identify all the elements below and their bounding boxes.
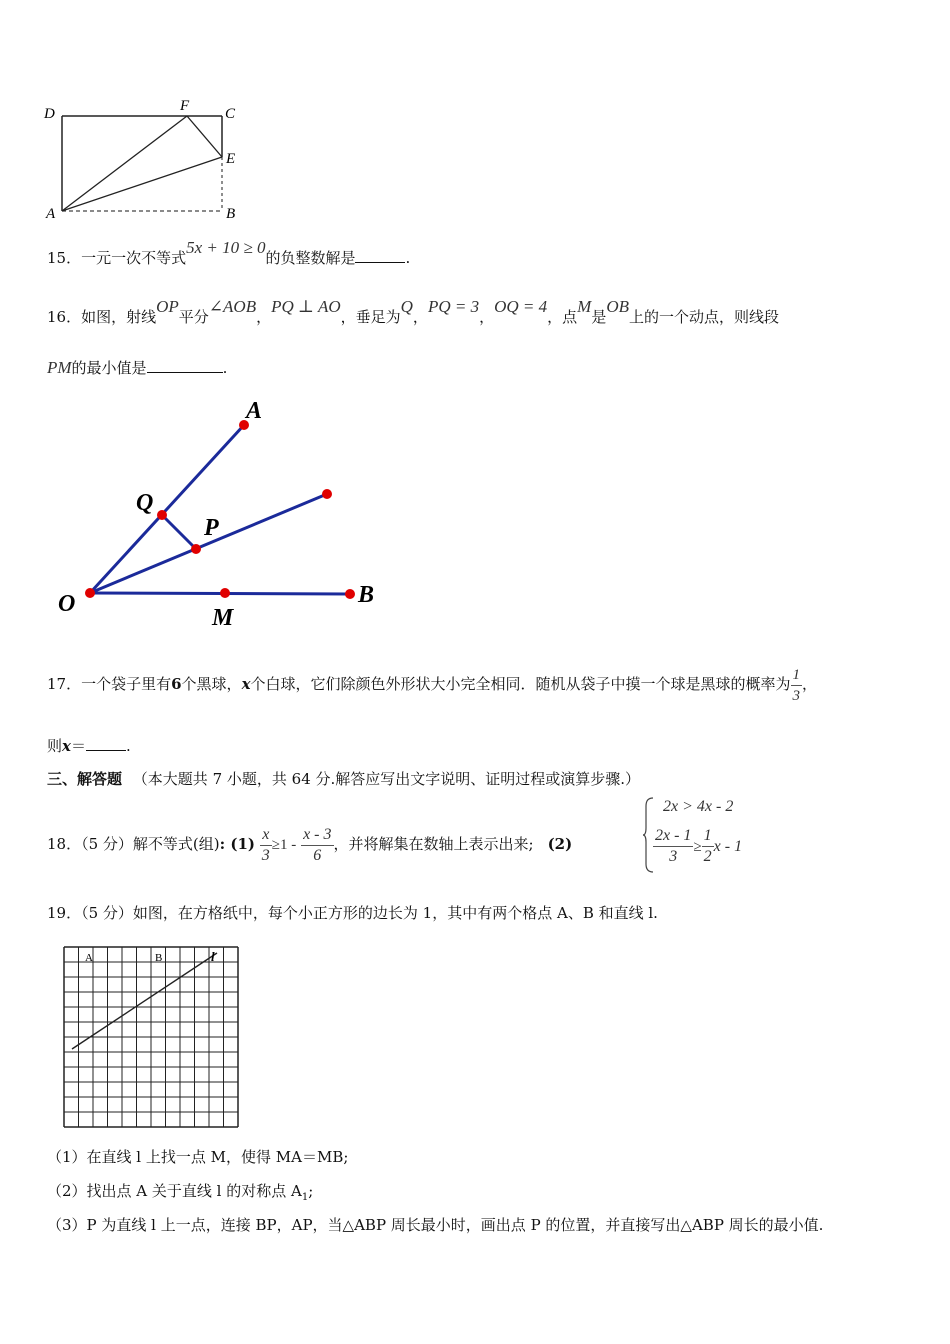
q16-text-7: ，点: [547, 308, 578, 326]
q19-subquestion-3: [47, 1214, 823, 1236]
grid-label-l: l: [211, 949, 215, 964]
q18-part1-label: : (1): [219, 835, 256, 853]
q18-f3-num: 2x - 1: [653, 826, 693, 847]
q16-end: .: [222, 359, 228, 377]
q15-answer-blank[interactable]: [355, 246, 405, 263]
ray-oa: [90, 425, 244, 593]
q16-perpendicular: PQ ⊥ AO: [271, 297, 341, 316]
label-d: D: [44, 106, 55, 122]
q15-number: 15．: [47, 249, 82, 267]
q16-text-10: 的最小值是: [71, 359, 147, 377]
q16-ray-ob: OB: [606, 297, 629, 316]
q17-line2-x: x: [62, 737, 71, 755]
q18-f1-den: 3: [261, 846, 270, 864]
q17-black-count: 6: [171, 675, 182, 693]
point-q-dot: [157, 510, 167, 520]
q16-text-9: 上的一个动点，则线段: [629, 308, 780, 326]
section-3-title: 三、解答题: [47, 770, 123, 788]
point-end-op-dot: [322, 489, 332, 499]
q19-sub1-text: （1）在直线 l 上找一点 M，使得 MA＝MB;: [47, 1148, 349, 1166]
grid-label-b: B: [155, 952, 163, 964]
question-16-line-2: [47, 356, 227, 379]
q16-ray-op: OP: [156, 297, 179, 316]
label-c: C: [225, 106, 236, 122]
q18-f4-num: 1: [702, 826, 714, 847]
question-15: [47, 238, 411, 269]
q19-sub2-subscript: 1: [301, 1192, 309, 1203]
q16-segment-pm: PM: [47, 358, 72, 377]
label-f: F: [180, 98, 190, 114]
q17-end: .: [125, 737, 131, 755]
rectangle-figure: [40, 95, 250, 225]
q17-text-2: 个黑球，: [181, 675, 242, 693]
q18-system-line-1: 2x > 4x - 2: [663, 798, 734, 815]
q16-pq-length: PQ = 3: [427, 297, 480, 316]
q18-f2-den: 6: [313, 846, 322, 864]
q16-angle-aob: ∠AOB: [208, 297, 257, 316]
grid-label-a: A: [85, 952, 93, 964]
fig16-label-b: B: [358, 582, 375, 608]
q15-end: .: [405, 249, 411, 267]
q16-answer-blank[interactable]: [147, 356, 223, 373]
angle-bisector-figure: [50, 392, 390, 637]
label-b: B: [226, 206, 236, 222]
fig16-label-q: Q: [136, 490, 154, 516]
fig16-label-p: P: [204, 515, 219, 541]
segment-pq: [162, 515, 196, 549]
q19-subquestion-1: [47, 1146, 348, 1168]
q16-oq-length: OQ = 4: [494, 297, 548, 316]
q18-f4-den: 2: [703, 848, 712, 865]
q18-fraction-x-minus-3-over-6: [301, 825, 333, 866]
fig16-label-a: A: [246, 398, 263, 424]
q18-ge-one-minus: ≥1 -: [271, 837, 297, 853]
ray-op: [90, 494, 327, 593]
q15-text-pre: 一元一次不等式: [81, 249, 187, 267]
q18-f1-num: x: [260, 825, 272, 846]
grid-paper-figure: [60, 945, 245, 1131]
segment-ae: [62, 157, 222, 211]
q17-probability-fraction: [791, 665, 803, 706]
q15-inequality: 5x + 10 ≥ 0: [186, 238, 266, 257]
segment-af: [62, 116, 187, 211]
q16-text-3: ，: [256, 308, 272, 326]
q18-number: 18．: [47, 835, 82, 853]
line-l: [72, 953, 217, 1049]
point-p-dot: [191, 544, 201, 554]
q16-number: 16．: [47, 308, 82, 326]
q18-fraction-1-over-2: [702, 826, 714, 867]
q18-text-3: ，并将解集在数轴上表示出来;: [333, 835, 534, 853]
q18-score: （5 分）: [81, 835, 133, 853]
question-17-line-2: [47, 734, 131, 757]
q19-sub2-text: （2）找出点 A 关于直线 l 的对称点 A: [47, 1182, 302, 1200]
q17-line2-eq: ＝: [70, 737, 86, 755]
q18-part2-label: (2): [547, 835, 573, 853]
q17-text-4: ，: [802, 675, 818, 693]
q19-score: （5 分）: [81, 904, 133, 922]
q19-text: 如图，在方格纸中，每个小正方形的边长为 1，其中有两个格点 A、B 和直线 l.: [132, 904, 658, 922]
q17-answer-blank[interactable]: [86, 734, 126, 751]
point-m-dot: [220, 588, 230, 598]
q17-frac-den: 3: [792, 687, 801, 704]
question-19: [47, 902, 658, 924]
q16-point-m: M: [577, 297, 592, 316]
q16-text-2: 平分: [178, 308, 209, 326]
q17-number: 17．: [47, 675, 82, 693]
question-17: [47, 662, 817, 712]
q18-system-line-2: [653, 826, 742, 867]
q19-subquestion-2: [47, 1180, 313, 1209]
segment-fe: [187, 116, 222, 157]
q16-text-1: 如图，射线: [81, 308, 157, 326]
q18-f3-den: 3: [669, 848, 678, 865]
question-16: [47, 297, 780, 328]
q17-frac-num: 1: [791, 665, 803, 686]
section-3-description: （本大题共 7 小题，共 64 分.解答应写出文字说明、证明过程或演算步骤.）: [132, 770, 641, 788]
q18-tail: x - 1: [713, 837, 743, 855]
q18-fraction-x-over-3: [260, 825, 272, 866]
q17-text-3: 个白球，它们除颜色外形状大小完全相同．随机从袋子中摸一个球是黑球的概率为: [250, 675, 791, 693]
q17-line2-text: 则: [47, 737, 63, 755]
q17-text-1: 一个袋子里有: [81, 675, 172, 693]
q18-fraction-2x-minus-1-over-3: [653, 826, 693, 867]
label-e: E: [226, 151, 236, 167]
q19-number: 19．: [47, 904, 82, 922]
question-18: [47, 822, 572, 872]
q16-text-4: ，垂足为: [340, 308, 401, 326]
ray-ob: [90, 593, 350, 594]
q17-variable-x: x: [241, 675, 251, 693]
q19-sub2-end: ;: [308, 1182, 314, 1200]
q16-text-5: ，: [412, 308, 428, 326]
q19-sub3-text: （3）P 为直线 l 上一点，连接 BP，AP，当△ABP 周长最小时，画出点 P 的位置，并直接写出△ABP 周长的最小值.: [47, 1216, 824, 1234]
q18-ge-sign: ≥: [693, 838, 702, 855]
point-o-dot: [85, 588, 95, 598]
point-b-dot: [345, 589, 355, 599]
q18-inequality-system: [643, 794, 783, 878]
q18-text-1: 解不等式(组): [132, 835, 220, 853]
q18-f2-num: x - 3: [301, 825, 333, 846]
q16-point-q: Q: [400, 297, 413, 316]
label-a: A: [46, 206, 56, 222]
q16-text-6: ，: [479, 308, 495, 326]
q16-text-8: 是: [591, 308, 607, 326]
fig16-label-m: M: [212, 605, 234, 631]
fig16-label-o: O: [58, 591, 76, 617]
q15-text-post: 的负整数解是: [265, 249, 356, 267]
section-3-header: [47, 768, 640, 790]
